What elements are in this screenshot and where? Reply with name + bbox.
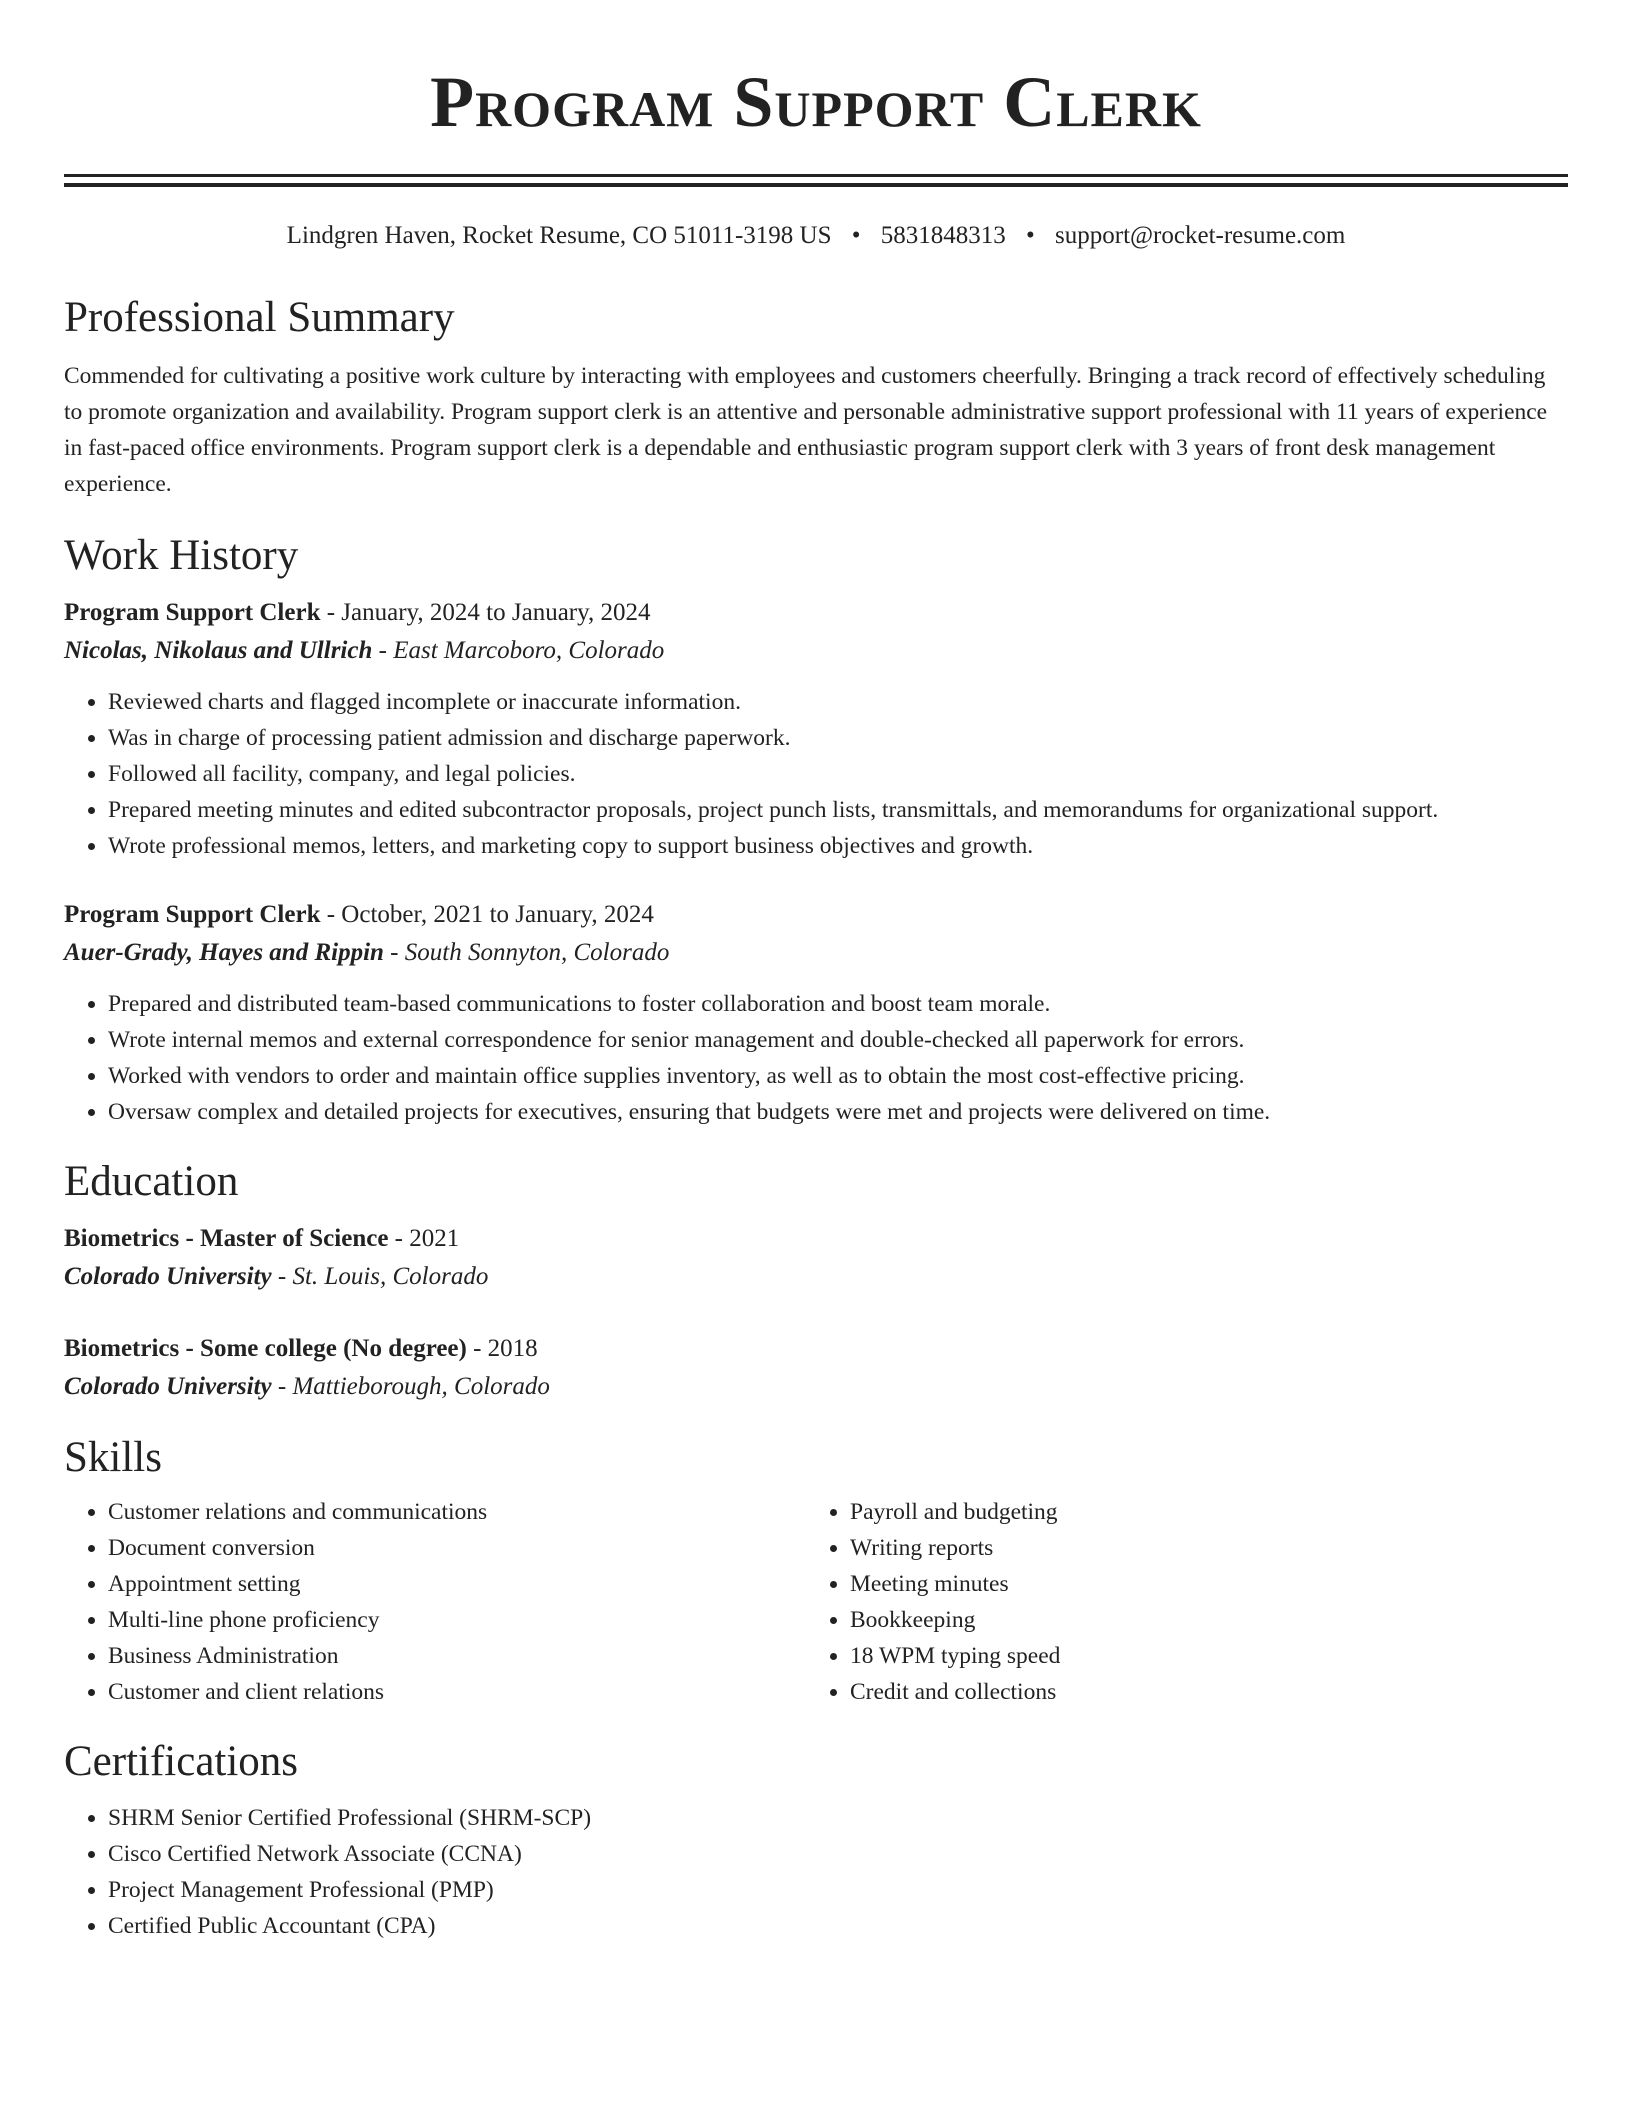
contact-phone: 5831848313	[880, 222, 1006, 249]
education-school-line	[64, 1368, 1568, 1406]
education-location: - Mattieborough, Colorado	[271, 1373, 550, 1400]
job-title: Program Support Clerk	[64, 599, 321, 626]
contact-separator: •	[1026, 222, 1035, 249]
education-year: - 2018	[466, 1335, 538, 1362]
education-entry	[64, 1220, 1568, 1296]
education-school: Colorado University	[64, 1373, 272, 1400]
job-company: Auer-Grady, Hayes and Rippin	[64, 939, 384, 966]
list-item: • Was in charge of processing patient admission and discharge paperwork.	[108, 720, 1568, 756]
list-item: • SHRM Senior Certified Professional (SHRM-SCP)	[108, 1800, 1568, 1836]
skills-column-right	[806, 1494, 1548, 1710]
list-item: • Document conversion	[108, 1530, 806, 1566]
summary-heading: Professional Summary	[64, 294, 455, 341]
list-item: • Prepared meeting minutes and edited subcontractor proposals, project punch lists, transmittals, and memorandums for organizational support.	[108, 792, 1568, 828]
list-item: • Worked with vendors to order and maintain office supplies inventory, as well as to obtain the most cost-effective pricing.	[108, 1058, 1568, 1094]
education-degree: Biometrics - Some college (No degree)	[64, 1335, 467, 1362]
work-history-heading: Work History	[64, 532, 299, 579]
education-school-line	[64, 1258, 1568, 1296]
list-item: • Project Management Professional (PMP)	[108, 1872, 1568, 1908]
list-item: • Followed all facility, company, and legal policies.	[108, 756, 1568, 792]
list-item: • Oversaw complex and detailed projects for executives, ensuring that budgets were met and projects were delivered on time.	[108, 1094, 1568, 1130]
list-item: • Reviewed charts and flagged incomplete or inaccurate information.	[108, 684, 1568, 720]
job-location: - East Marcoboro, Colorado	[372, 637, 665, 664]
skills-heading: Skills	[64, 1434, 162, 1481]
list-item: • Bookkeeping	[850, 1602, 1548, 1638]
contact-email: support@rocket-resume.com	[1055, 222, 1346, 249]
education-entry	[64, 1330, 1568, 1406]
job-location: - South Sonnyton, Colorado	[383, 939, 670, 966]
education-year: - 2021	[388, 1225, 460, 1252]
education-heading: Education	[64, 1158, 239, 1205]
header-divider-thick	[64, 183, 1568, 187]
list-item: • Certified Public Accountant (CPA)	[108, 1908, 1568, 1944]
contact-separator: •	[851, 222, 861, 249]
list-item: • Multi-line phone proficiency	[108, 1602, 806, 1638]
education-location: - St. Louis, Colorado	[271, 1263, 489, 1290]
job-title-line	[64, 594, 1568, 632]
contact-line	[64, 220, 1568, 252]
list-item: • Meeting minutes	[850, 1566, 1548, 1602]
skills-columns	[64, 1494, 1568, 1710]
certifications-heading: Certifications	[64, 1738, 299, 1785]
job-duties-list	[64, 986, 1568, 1130]
job-company-line	[64, 934, 1568, 972]
education-degree-line	[64, 1330, 1568, 1368]
header-divider-thin	[64, 174, 1568, 177]
list-item: • Credit and collections	[850, 1674, 1548, 1710]
job-dates: - October, 2021 to January, 2024	[320, 901, 654, 928]
job-title-line	[64, 896, 1568, 934]
list-item: • Cisco Certified Network Associate (CCNA)	[108, 1836, 1568, 1872]
list-item: • Appointment setting	[108, 1566, 806, 1602]
summary-text: Commended for cultivating a positive work culture by interacting with employees and customers cheerfully. Bringing a track record of effectively scheduling to promote organization and availability. Program support clerk is an attentive and personable administrative support professional with 11 years of experience in fast-paced office environments. Program support clerk is a dependable and enthusiastic program support clerk with 3 years of front desk management experience.	[64, 363, 1548, 497]
job-duties-list	[64, 684, 1568, 864]
job-company: Nicolas, Nikolaus and Ullrich	[64, 637, 373, 664]
education-school: Colorado University	[64, 1263, 272, 1290]
skills-list-left	[64, 1494, 806, 1710]
skills-column-left	[64, 1494, 806, 1710]
education-degree-line	[64, 1220, 1568, 1258]
job-dates: - January, 2024 to January, 2024	[320, 599, 651, 626]
list-item: • Wrote professional memos, letters, and marketing copy to support business objectives and growth.	[108, 828, 1568, 864]
contact-address: Lindgren Haven, Rocket Resume, CO 51011-3198 US	[286, 222, 832, 249]
list-item: • Customer relations and communications	[108, 1494, 806, 1530]
job-title: Program Support Clerk	[64, 901, 321, 928]
list-item: • 18 WPM typing speed	[850, 1638, 1548, 1674]
skills-list-right	[806, 1494, 1548, 1710]
job-company-line	[64, 632, 1568, 670]
list-item: • Customer and client relations	[108, 1674, 806, 1710]
list-item: • Business Administration	[108, 1638, 806, 1674]
certifications-list	[64, 1800, 1568, 1944]
job-entry	[64, 594, 1568, 864]
list-item: • Payroll and budgeting	[850, 1494, 1548, 1530]
candidate-name: Program Support Clerk	[430, 62, 1202, 142]
list-item: • Writing reports	[850, 1530, 1548, 1566]
list-item: • Wrote internal memos and external correspondence for senior management and double-checked all paperwork for errors.	[108, 1022, 1568, 1058]
job-entry	[64, 896, 1568, 1130]
list-item: • Prepared and distributed team-based communications to foster collaboration and boost team morale.	[108, 986, 1568, 1022]
education-degree: Biometrics - Master of Science	[64, 1225, 389, 1252]
